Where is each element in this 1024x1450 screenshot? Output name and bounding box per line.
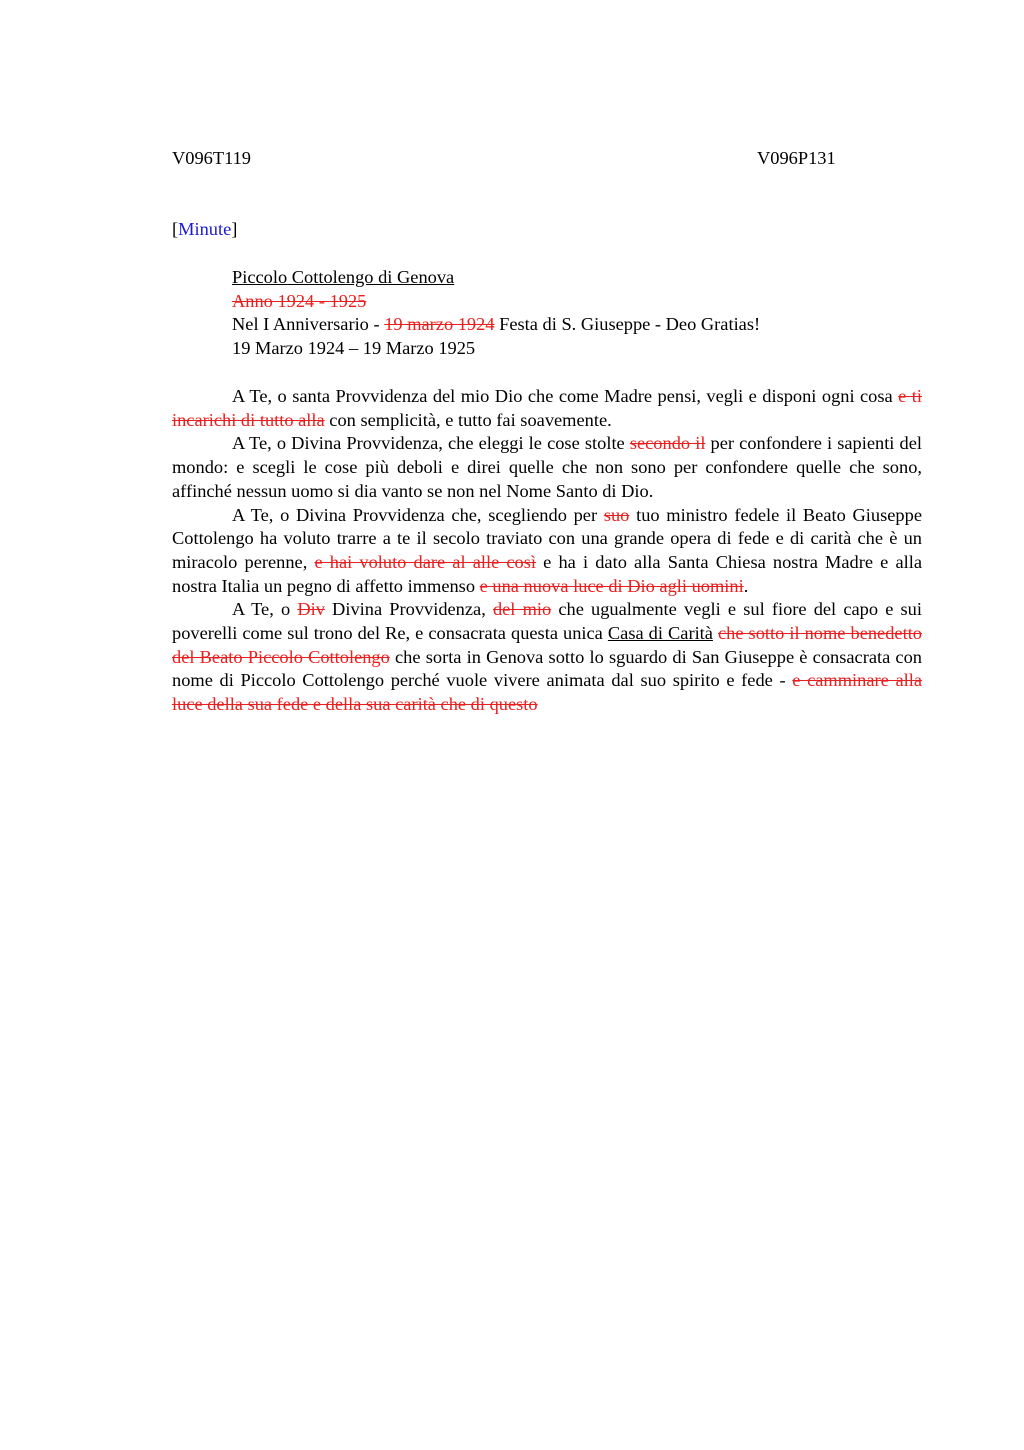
paragraph-text: tuo ministro fedele il Beato Giuseppe Cottolengo ha voluto trarre a te il secolo traviato con una grande opera di fede e di carità che è un miracolo perenne, [172,504,922,572]
paragraph-text: e ha i dato alla Santa Chiesa nostra Madre e alla nostra Italia un pegno di affetto immenso [172,551,922,596]
body-text [172,385,922,717]
deleted-text: e una nuova luce di Dio agli uomini [479,575,744,596]
deleted-text: e hai voluto dare al alle così [314,551,537,572]
underlined-text: Casa di Carità [607,623,713,644]
paragraph-text: A Te, o Divina Provvidenza, che eleggi le cose stolte [232,433,630,454]
document-code-left: V096T119 [172,148,252,168]
deleted-text: secondo il [629,433,706,454]
bracket-open: [ [172,219,179,239]
paragraph-text: Divina Provvidenza, [324,599,493,620]
minute-link-text: Minute [178,219,232,239]
paragraph-text: A Te, o santa Provvidenza del mio Dio che come Madre pensi, vegli e disponi ogni cosa [232,386,899,406]
paragraph-text: che sorta in Genova sotto lo sguardo di San Giuseppe è consacrata con nome di Piccolo Cottolengo perché vuole vivere animata dal suo spirito e fede - [172,646,922,691]
title-line-3-text-b: Festa di S. Giuseppe - Deo Gratias! [494,314,761,335]
deleted-text: suo [603,504,630,525]
title-line-3-text-a: Nel I Anniversario - [232,314,385,335]
paragraph-text: . [743,575,749,596]
paragraph-text: per confondere i sapienti del mondo: e scegli le cose più deboli e direi quelle che non sono per confondere quelle che sono, affinché nessun uomo si dia vanto se non nel Nome Santo di Dio. [172,433,922,501]
minute-label [172,218,237,242]
paragraph-text: A Te, o [232,599,298,620]
deleted-text: e camminare alla luce della sua fede e della sua carità che di questo [172,670,922,715]
paragraph-text: A Te, o Divina Provvidenza che, scegliendo per [232,504,604,525]
title-line-3 [232,313,760,337]
paragraph-text: che ugualmente vegli e sul fiore del capo e sui poverelli come sul trono del Re, e consacrata questa unica [172,599,922,644]
paragraph-text: con semplicità, e tutto fai soavemente. [324,409,612,430]
paragraph-2 [172,432,922,503]
deleted-text: Div [297,599,325,620]
deleted-text: che sotto il nome benedetto del Beato Piccolo Cottolengo [172,623,922,667]
bracket-close: ] [231,219,238,239]
title-line-3-deleted: 19 marzo 1924 [384,314,495,335]
title-line-2-deleted: Anno 1924 - 1925 [232,290,367,311]
paragraph-3 [172,504,922,599]
title-line-1: Piccolo Cottolengo di Genova [232,267,455,287]
title-line-4: 19 Marzo 1924 – 19 Marzo 1925 [232,338,476,359]
deleted-text: del mio [492,599,552,620]
document-code-right: V096P131 [757,148,836,168]
deleted-text: e ti incarichi di tutto alla [172,386,922,430]
title-block [232,266,760,361]
paragraph-4 [172,598,922,717]
paragraph-1 [172,385,922,432]
